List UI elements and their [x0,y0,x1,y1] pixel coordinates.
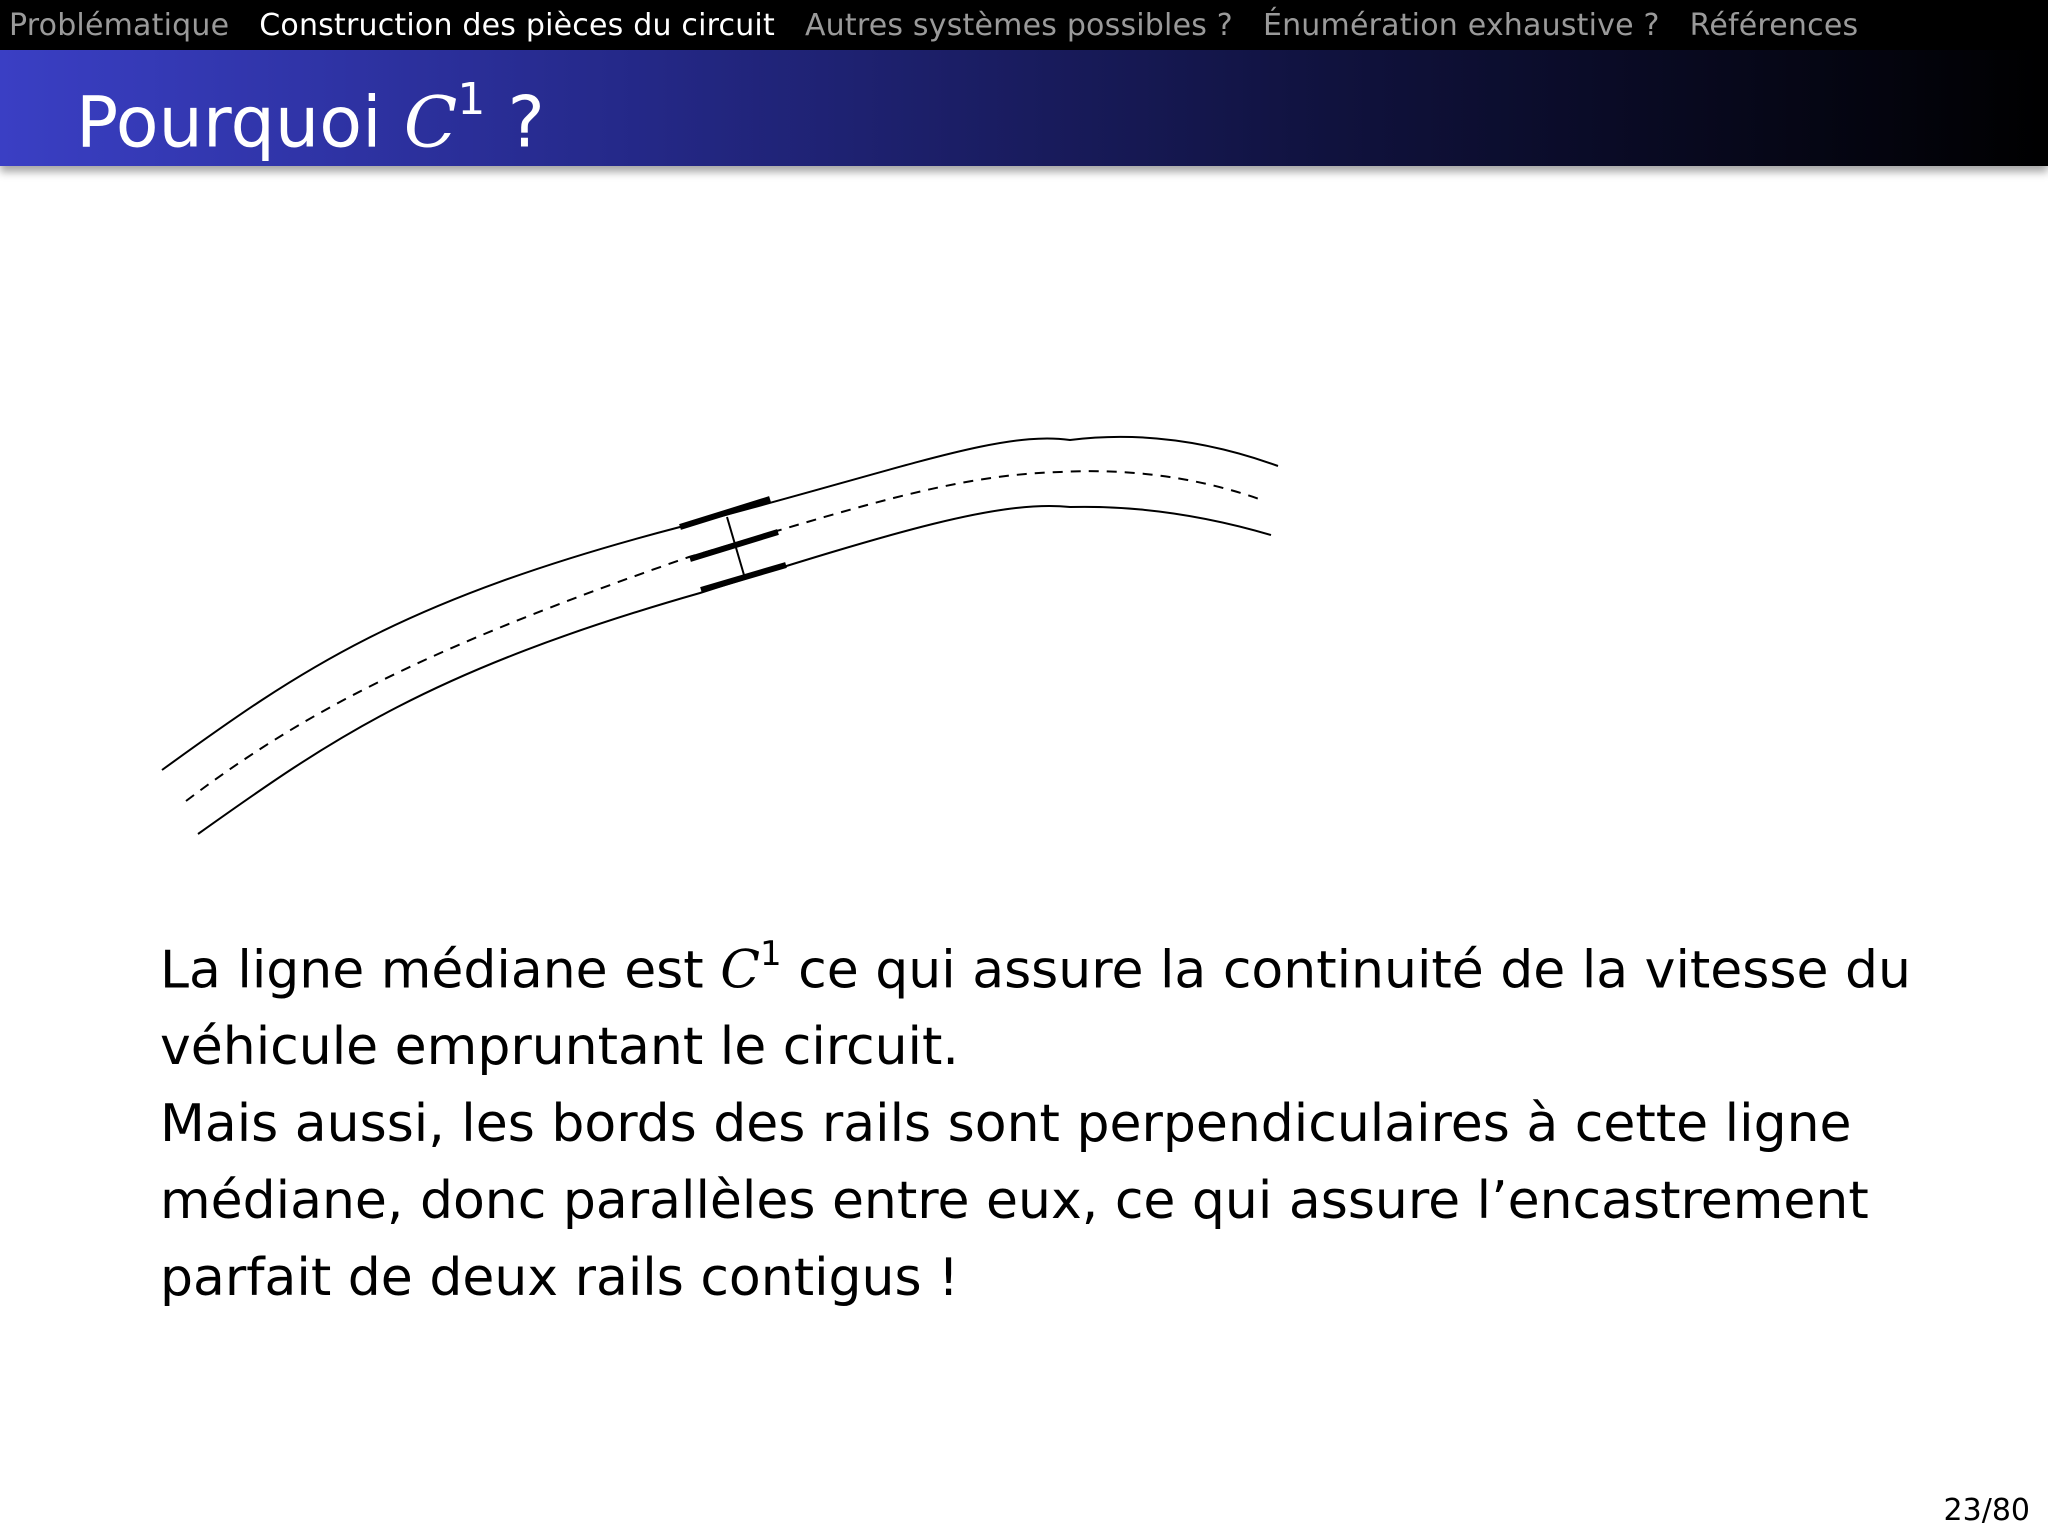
nav-item-construction[interactable]: Construction des pièces du circuit [259,7,775,43]
nav-item-enumeration[interactable]: Énumération exhaustive ? [1262,7,1660,43]
p1-math-symbol: C [720,940,760,1001]
rail-joint-upper-mark [680,499,770,527]
title-suffix: ? [485,81,545,164]
nav-item-references[interactable]: Références [1689,7,1859,43]
p1-after: ce qui assure la continuité de la vitesse du véhicule empruntant le circuit. [160,940,1911,1078]
title-math-symbol: C [403,81,458,164]
rail-joint-lower-mark [701,565,786,590]
p1-before: La ligne médiane est [160,940,721,1001]
title-prefix: Pourquoi [76,81,404,164]
rail-median-line [186,471,1262,801]
nav-item-problematique[interactable]: Problématique [9,7,230,43]
slide-body-text [160,920,1920,1317]
rail-joint-median-mark [690,532,778,559]
title-math-exponent: 1 [457,74,486,125]
rail-upper-edge [162,437,1278,770]
paragraph-median-line [160,920,1920,1086]
nav-item-autres-systemes[interactable]: Autres systèmes possibles ? [804,7,1233,43]
paragraph-rail-edges: Mais aussi, les bords des rails sont perpendiculaires à cette ligne médiane, donc parallèles entre eux, ce qui assure l’encastrement parfait de deux rails contigus ! [160,1094,1869,1309]
rail-lower-edge [198,506,1271,834]
p1-math-exponent: 1 [760,934,782,974]
page-number: 23/80 [1943,1493,2030,1528]
